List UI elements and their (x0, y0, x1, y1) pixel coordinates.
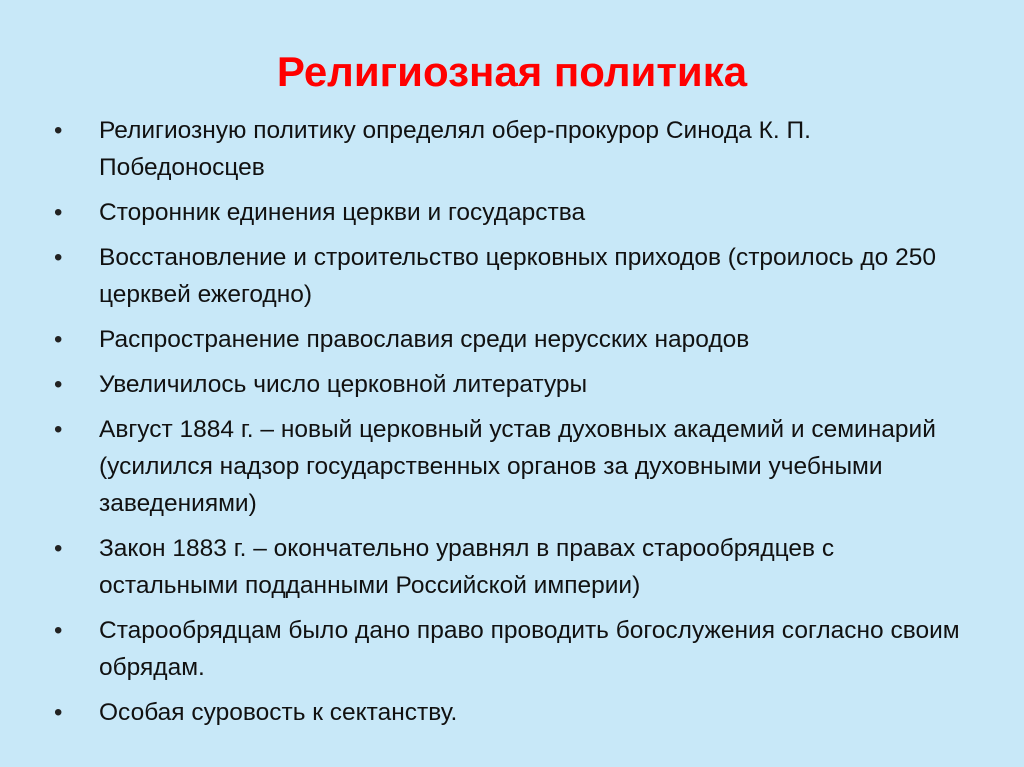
bullet-icon: • (54, 199, 63, 226)
slide-title: Религиозная политика (276, 48, 748, 95)
list-item (54, 112, 974, 186)
list-item-text: Август 1884 г. – новый церковный устав духовных академий и семинарий (усилился надзор государственных органов за духовными учебными заведениями) (99, 416, 936, 517)
list-item (54, 612, 974, 686)
list-item (54, 194, 974, 231)
list-item-text: Религиозную политику определял обер-прокурор Синода К. П. Победоносцев (99, 117, 811, 181)
bullet-icon: • (54, 326, 63, 353)
bullet-list (54, 112, 974, 739)
list-item-text: Старообрядцам было дано право проводить богослужения согласно своим обрядам. (99, 617, 960, 681)
list-item-text: Сторонник единения церкви и государства (99, 199, 586, 226)
bullet-icon: • (54, 244, 63, 271)
bullet-icon: • (54, 371, 63, 398)
list-item-text: Особая суровость к сектанству. (99, 699, 458, 726)
bullet-icon: • (54, 416, 63, 443)
list-item (54, 321, 974, 358)
list-item (54, 530, 974, 604)
bullet-icon: • (54, 117, 63, 144)
list-item (54, 239, 974, 313)
list-item (54, 694, 974, 731)
list-item-text: Восстановление и строительство церковных приходов (строилось до 250 церквей ежегодно) (99, 244, 936, 308)
list-item (54, 411, 974, 522)
bullet-icon: • (54, 699, 63, 726)
list-item-text: Увеличилось число церковной литературы (99, 371, 588, 398)
list-item (54, 366, 974, 403)
bullet-icon: • (54, 535, 63, 562)
bullet-icon: • (54, 617, 63, 644)
list-item-text: Закон 1883 г. – окончательно уравнял в правах старообрядцев с остальными подданными Российской империи) (99, 535, 835, 599)
list-item-text: Распространение православия среди нерусских народов (99, 326, 750, 353)
